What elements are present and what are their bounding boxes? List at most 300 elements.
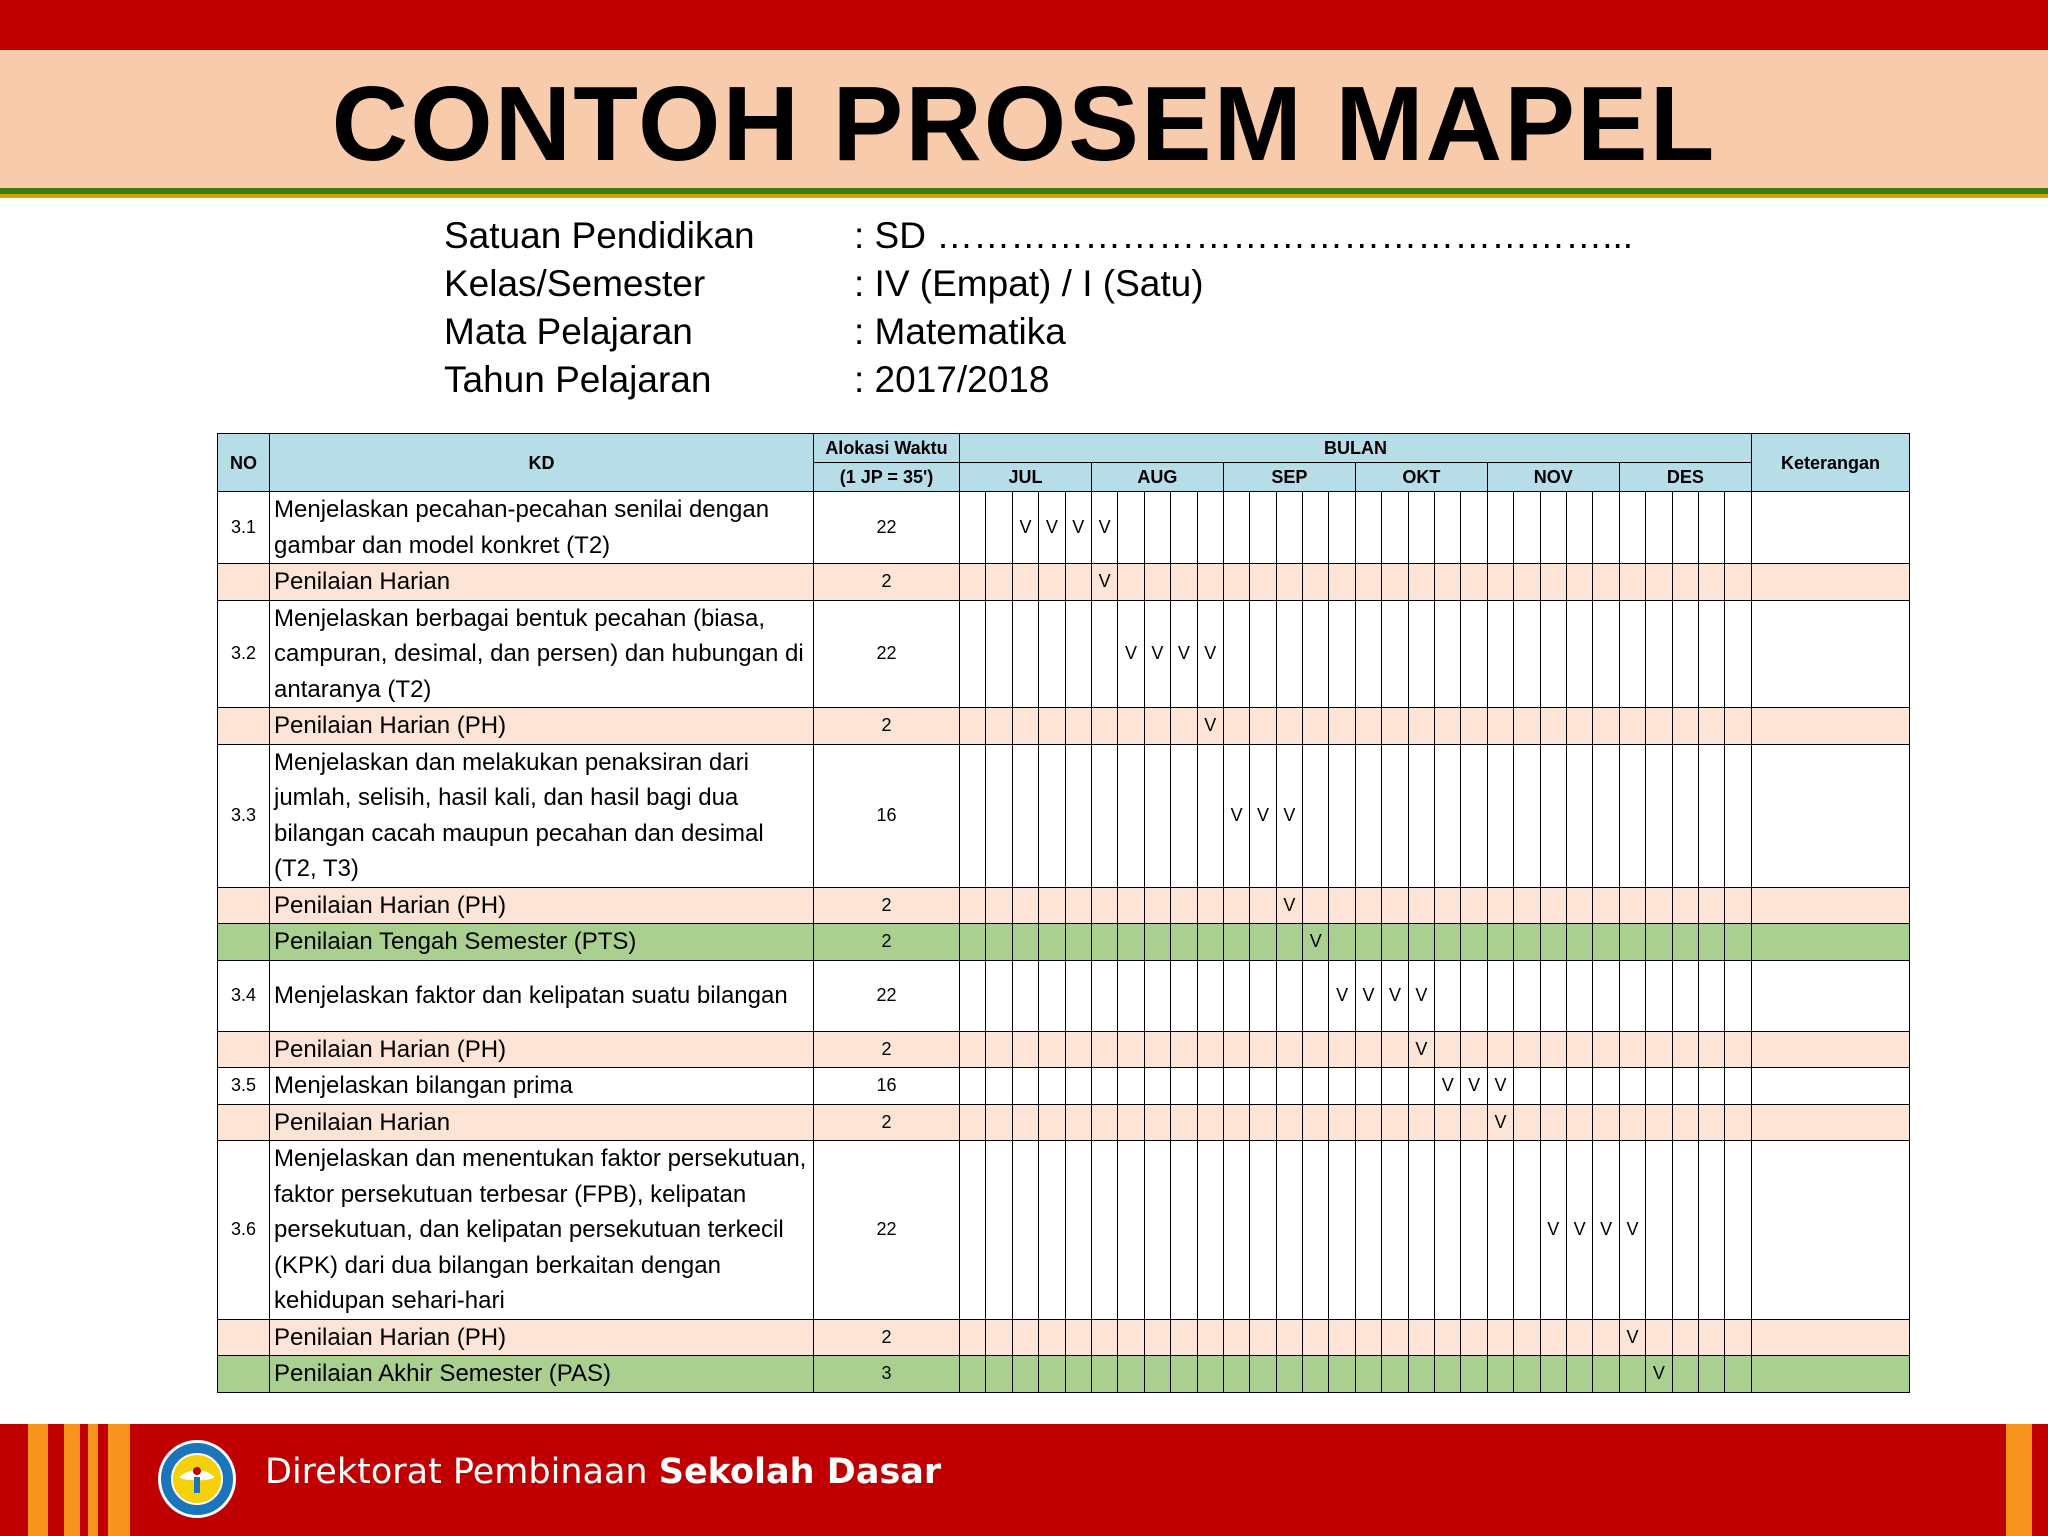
week-cell [1672,564,1698,601]
week-cell [1118,1068,1144,1105]
week-cell [1065,744,1091,887]
week-cell [1619,1068,1645,1105]
week-cell [1118,924,1144,961]
cell-alokasi: 2 [814,564,960,601]
cell-keterangan [1751,1068,1909,1105]
week-cell [960,492,986,564]
week-cell [1514,1356,1540,1393]
week-cell [1698,564,1724,601]
week-cell [1197,924,1223,961]
month-header: OKT [1355,463,1487,492]
week-cell [1514,1068,1540,1105]
week-cell [1408,600,1434,708]
week-cell [1435,600,1461,708]
week-cell [1382,887,1408,924]
week-cell [1725,1104,1752,1141]
week-cell [1672,1031,1698,1068]
week-cell [1065,887,1091,924]
week-cell [1382,1356,1408,1393]
week-cell [1514,887,1540,924]
week-cell [1698,744,1724,887]
week-cell [1144,1068,1170,1105]
week-cell [1593,744,1619,887]
week-cell [1435,492,1461,564]
week-cell [1303,1356,1329,1393]
week-cell [1646,1319,1672,1356]
week-cell [1250,887,1276,924]
info-label: Mata Pelajaran [444,311,693,352]
week-cell [1487,924,1513,961]
week-cell [1435,1319,1461,1356]
week-cell [1593,1068,1619,1105]
week-cell [1223,924,1249,961]
info-value: : IV (Empat) / I (Satu) [854,263,1204,304]
cell-no: 3.3 [218,744,270,887]
week-cell [1408,744,1434,887]
week-cell-marked: V [1487,1068,1513,1105]
week-cell [1012,708,1038,745]
week-cell [1171,1068,1197,1105]
week-cell [1382,744,1408,887]
week-cell [1303,708,1329,745]
week-cell [1118,744,1144,887]
cell-alokasi: 22 [814,960,960,1031]
week-cell [1725,564,1752,601]
week-cell [1461,1031,1487,1068]
week-cell [1382,1141,1408,1320]
cell-kd: Menjelaskan pecahan-pecahan senilai dengan gambar dan model konkret (T2) [270,492,814,564]
cell-kd: Menjelaskan bilangan prima [270,1068,814,1105]
week-cell [1065,600,1091,708]
week-cell [1012,924,1038,961]
week-cell [1725,708,1752,745]
week-cell [1144,960,1170,1031]
week-cell [1065,564,1091,601]
week-cell [1593,600,1619,708]
week-cell [1514,960,1540,1031]
week-cell [1619,1104,1645,1141]
info-row-satuan [444,212,1633,260]
week-cell [1012,1031,1038,1068]
prosem-table [217,433,1910,1393]
week-cell [1250,1356,1276,1393]
week-cell [1487,1319,1513,1356]
cell-no: 3.4 [218,960,270,1031]
week-cell [1646,887,1672,924]
footer-label [265,1452,941,1492]
cell-no [218,1319,270,1356]
week-cell [1540,1031,1566,1068]
week-cell [1171,887,1197,924]
week-cell [1144,1031,1170,1068]
week-cell [1223,492,1249,564]
cell-alokasi: 2 [814,1319,960,1356]
week-cell [1303,1031,1329,1068]
week-cell-marked: V [1408,1031,1434,1068]
week-cell [1118,1104,1144,1141]
cell-kd: Penilaian Harian (PH) [270,1319,814,1356]
week-cell [1540,1068,1566,1105]
week-cell [986,1031,1012,1068]
week-cell [1382,564,1408,601]
week-cell [1091,1141,1117,1320]
info-label: Kelas/Semester [444,263,706,304]
week-cell [986,564,1012,601]
week-cell [1435,744,1461,887]
week-cell [1065,960,1091,1031]
cell-alokasi: 16 [814,1068,960,1105]
week-cell [1303,960,1329,1031]
week-cell [986,492,1012,564]
week-cell [1250,1319,1276,1356]
footer-stripe [2006,1424,2032,1536]
week-cell [1355,1104,1381,1141]
week-cell [1435,887,1461,924]
week-cell [1223,960,1249,1031]
week-cell [1593,492,1619,564]
week-cell [1487,492,1513,564]
cell-no [218,1356,270,1393]
week-cell [1250,600,1276,708]
week-cell [1461,1319,1487,1356]
header-kd: KD [270,434,814,492]
week-cell [1566,600,1592,708]
week-cell [1276,708,1302,745]
month-header: SEP [1223,463,1355,492]
week-cell [1197,1068,1223,1105]
week-cell [1223,1031,1249,1068]
footer-stripe [64,1424,80,1536]
week-cell [960,564,986,601]
table-row [218,492,1910,564]
tut-wuri-handayani-logo-icon [158,1440,236,1518]
week-cell [1223,564,1249,601]
week-cell [1540,1319,1566,1356]
cell-alokasi: 3 [814,1356,960,1393]
week-cell [1091,1104,1117,1141]
week-cell [1435,1031,1461,1068]
week-cell-marked: V [1408,960,1434,1031]
week-cell [1487,887,1513,924]
week-cell [1646,600,1672,708]
week-cell [1382,1068,1408,1105]
week-cell [1698,708,1724,745]
week-cell [1276,1104,1302,1141]
week-cell [1329,1104,1355,1141]
cell-keterangan [1751,1104,1909,1141]
week-cell [986,744,1012,887]
week-cell [1276,600,1302,708]
week-cell [1276,1356,1302,1393]
week-cell [1593,1356,1619,1393]
week-cell [960,924,986,961]
week-cell [1355,1068,1381,1105]
week-cell [986,1356,1012,1393]
week-cell [960,708,986,745]
table-row [218,1104,1910,1141]
week-cell [1039,600,1065,708]
week-cell-marked: V [1197,600,1223,708]
footer-stripe [108,1424,130,1536]
week-cell [1118,492,1144,564]
week-cell [1276,924,1302,961]
week-cell [1514,1104,1540,1141]
week-cell [1514,708,1540,745]
week-cell [1303,887,1329,924]
week-cell [1382,1031,1408,1068]
month-header: DES [1619,463,1751,492]
cell-keterangan [1751,1356,1909,1393]
week-cell [960,1319,986,1356]
week-cell [960,1031,986,1068]
week-cell-marked: V [1329,960,1355,1031]
page-title: CONTOH PROSEM MAPEL [331,64,1717,183]
week-cell [1514,1141,1540,1320]
info-label: Satuan Pendidikan [444,215,755,256]
week-cell [1672,600,1698,708]
week-cell [1276,1141,1302,1320]
week-cell [1329,708,1355,745]
week-cell [1593,1031,1619,1068]
week-cell [1672,960,1698,1031]
week-cell [960,1141,986,1320]
week-cell [986,708,1012,745]
week-cell [986,960,1012,1031]
info-value: : 2017/2018 [854,359,1050,400]
week-cell [986,1068,1012,1105]
week-cell [1303,564,1329,601]
week-cell [1566,1068,1592,1105]
footer-text-regular: Direktorat Pembinaan [265,1452,659,1492]
week-cell [1619,708,1645,745]
week-cell [1408,1356,1434,1393]
week-cell [1091,1068,1117,1105]
month-header: NOV [1487,463,1619,492]
week-cell [1725,1319,1752,1356]
week-cell [1619,1356,1645,1393]
week-cell [1514,1319,1540,1356]
cell-no: 3.1 [218,492,270,564]
week-cell [1461,1104,1487,1141]
week-cell [1223,600,1249,708]
week-cell [1091,1031,1117,1068]
week-cell [1725,924,1752,961]
week-cell [1461,1141,1487,1320]
week-cell [1223,1141,1249,1320]
week-cell [1144,744,1170,887]
week-cell [1435,1104,1461,1141]
week-cell [960,600,986,708]
cell-no: 3.6 [218,1141,270,1320]
table-row [218,708,1910,745]
week-cell [1355,1356,1381,1393]
cell-kd: Menjelaskan faktor dan kelipatan suatu bilangan [270,960,814,1031]
week-cell [1487,744,1513,887]
table-row [218,744,1910,887]
week-cell [1197,1141,1223,1320]
week-cell [1646,564,1672,601]
week-cell [1144,887,1170,924]
cell-kd: Penilaian Harian (PH) [270,708,814,745]
table-row [218,1356,1910,1393]
week-cell [1408,1104,1434,1141]
week-cell-marked: V [1619,1141,1645,1320]
week-cell [1698,1104,1724,1141]
week-cell [1540,960,1566,1031]
week-cell [1223,1068,1249,1105]
week-cell-marked: V [1250,744,1276,887]
week-cell [1487,1356,1513,1393]
week-cell [1223,708,1249,745]
top-red-band [0,0,2048,50]
week-cell [1672,1068,1698,1105]
week-cell [1039,744,1065,887]
cell-no: 3.5 [218,1068,270,1105]
week-cell [1039,924,1065,961]
week-cell [1197,1356,1223,1393]
week-cell [986,600,1012,708]
week-cell [1250,1141,1276,1320]
week-cell [1144,1104,1170,1141]
week-cell [1646,1141,1672,1320]
week-cell [1461,564,1487,601]
week-cell [1303,1319,1329,1356]
cell-alokasi: 22 [814,1141,960,1320]
week-cell [1144,924,1170,961]
week-cell [1250,1068,1276,1105]
week-cell [1329,1319,1355,1356]
week-cell [1514,492,1540,564]
header-alokasi-line1: Alokasi Waktu [814,434,960,463]
info-label: Tahun Pelajaran [444,359,712,400]
week-cell [986,924,1012,961]
week-cell [1408,1068,1434,1105]
week-cell [1540,564,1566,601]
week-cell [1303,1068,1329,1105]
week-cell [1698,924,1724,961]
week-cell [1725,1068,1752,1105]
week-cell [1435,924,1461,961]
week-cell [1725,492,1752,564]
week-cell-marked: V [1355,960,1381,1031]
table-row [218,600,1910,708]
cell-alokasi: 22 [814,492,960,564]
week-cell [1646,1068,1672,1105]
week-cell [1144,1141,1170,1320]
week-cell [986,1104,1012,1141]
week-cell [1514,564,1540,601]
week-cell [1171,924,1197,961]
week-cell [1672,1104,1698,1141]
week-cell [986,1141,1012,1320]
week-cell [1487,960,1513,1031]
week-cell-marked: V [1118,600,1144,708]
week-cell [1118,1141,1144,1320]
week-cell [1091,708,1117,745]
header-no: NO [218,434,270,492]
week-cell [1012,887,1038,924]
week-cell [1144,492,1170,564]
week-cell [1672,1356,1698,1393]
header-alokasi-line2: (1 JP = 35') [814,463,960,492]
week-cell [1329,492,1355,564]
week-cell [1672,492,1698,564]
week-cell [1461,1356,1487,1393]
week-cell [1566,1356,1592,1393]
week-cell [1461,960,1487,1031]
week-cell [1540,744,1566,887]
cell-alokasi: 16 [814,744,960,887]
week-cell [1039,1319,1065,1356]
cell-no [218,1104,270,1141]
week-cell [1725,744,1752,887]
week-cell [1382,708,1408,745]
week-cell [1329,887,1355,924]
week-cell [1698,1319,1724,1356]
week-cell [1250,492,1276,564]
week-cell-marked: V [1065,492,1091,564]
week-cell [1250,564,1276,601]
week-cell [1698,1356,1724,1393]
info-row-kelas [444,260,1633,308]
week-cell-marked: V [1171,600,1197,708]
week-cell [1355,600,1381,708]
week-cell [1329,1356,1355,1393]
header-keterangan: Keterangan [1751,434,1909,492]
week-cell [1250,1031,1276,1068]
week-cell [1303,600,1329,708]
info-row-tahun [444,356,1633,404]
week-cell [960,1104,986,1141]
week-cell [1540,924,1566,961]
week-cell-marked: V [1382,960,1408,1031]
cell-no [218,708,270,745]
week-cell [1566,708,1592,745]
month-header: AUG [1091,463,1223,492]
week-cell [1698,492,1724,564]
week-cell [1039,564,1065,601]
week-cell [1593,708,1619,745]
week-cell-marked: V [1276,887,1302,924]
week-cell [1197,564,1223,601]
week-cell [1091,600,1117,708]
cell-kd: Penilaian Harian (PH) [270,887,814,924]
week-cell [1197,960,1223,1031]
week-cell [1487,1031,1513,1068]
week-cell [1012,600,1038,708]
week-cell [1223,1104,1249,1141]
week-cell-marked: V [1091,564,1117,601]
week-cell [1593,1319,1619,1356]
week-cell [1514,600,1540,708]
week-cell [1646,1104,1672,1141]
week-cell [1382,1319,1408,1356]
week-cell [1646,960,1672,1031]
week-cell [1672,1141,1698,1320]
week-cell [1065,1319,1091,1356]
week-cell [1461,600,1487,708]
week-cell-marked: V [1461,1068,1487,1105]
cell-kd: Menjelaskan berbagai bentuk pecahan (biasa, campuran, desimal, dan persen) dan hubungan di antaranya (T2) [270,600,814,708]
table-row [218,1319,1910,1356]
week-cell-marked: V [1039,492,1065,564]
week-cell [1566,744,1592,887]
week-cell [1540,1104,1566,1141]
week-cell [1566,1104,1592,1141]
week-cell [1698,887,1724,924]
week-cell [1039,1104,1065,1141]
week-cell [1329,1141,1355,1320]
